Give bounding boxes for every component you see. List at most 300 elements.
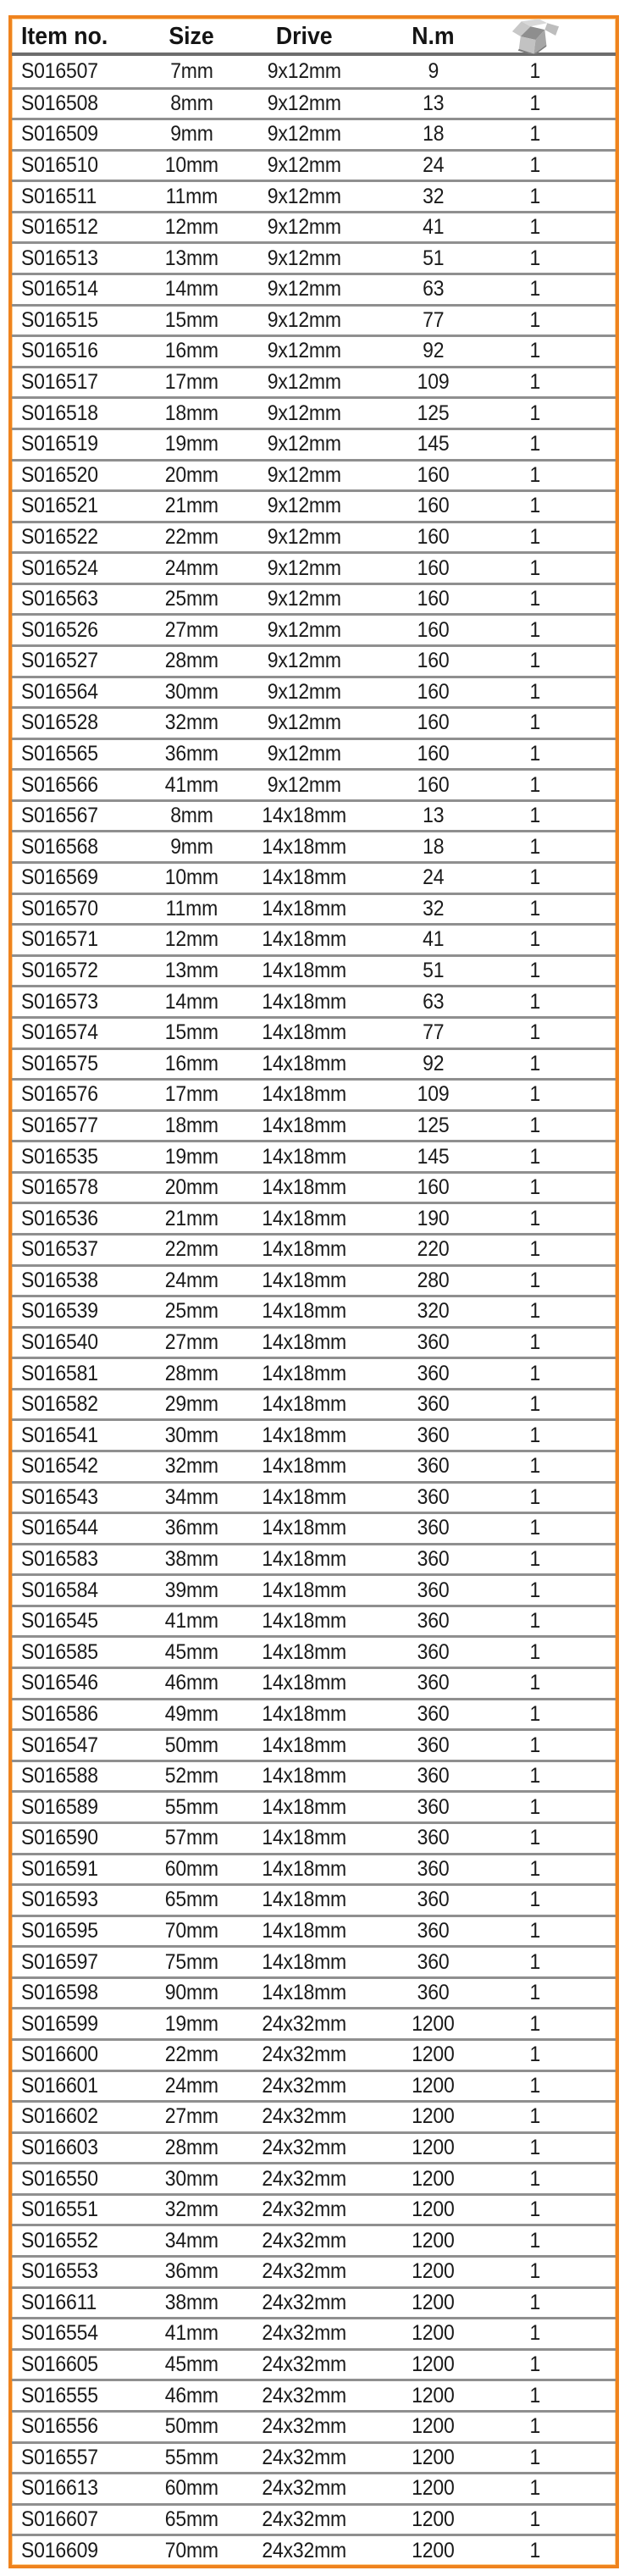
item-no-cell: S016522 [12, 521, 139, 552]
size-cell: 24mm [139, 2070, 245, 2101]
nm-cell: 160 [363, 551, 503, 583]
nm-cell: 360 [363, 1635, 503, 1667]
qty-cell: 1 [503, 1418, 616, 1450]
nm-cell: 160 [363, 489, 503, 521]
qty-cell: 1 [503, 2348, 616, 2380]
drive-cell: 24x32mm [245, 2162, 363, 2193]
size-cell: 28mm [139, 2131, 245, 2163]
nm-cell: 360 [363, 1945, 503, 1976]
size-cell: 9mm [139, 118, 245, 149]
item-no-cell: S016509 [12, 118, 139, 149]
size-cell: 57mm [139, 1821, 245, 1853]
nm-cell: 1200 [363, 2379, 503, 2410]
item-no-cell: S016528 [12, 706, 139, 738]
drive-cell: 14x18mm [245, 861, 363, 893]
size-cell: 21mm [139, 1202, 245, 1233]
drive-cell: 14x18mm [245, 1976, 363, 2008]
qty-cell: 1 [503, 1853, 616, 1884]
nm-cell: 360 [363, 1450, 503, 1481]
qty-cell: 1 [503, 2070, 616, 2101]
size-cell: 27mm [139, 1326, 245, 1357]
drive-cell: 14x18mm [245, 1667, 363, 1698]
item-no-cell: S016507 [21, 58, 98, 83]
drive-cell: 14x18mm [245, 1202, 363, 1233]
nm-cell: 160 [363, 738, 503, 769]
nm-cell: 51 [363, 954, 503, 986]
drive-cell: 14x18mm [245, 923, 363, 954]
item-no-cell: S016591 [12, 1853, 139, 1884]
nm-cell: 160 [363, 459, 503, 490]
qty-cell: 1 [503, 1667, 616, 1698]
item-no-cell: S016601 [12, 2070, 139, 2101]
size-cell: 30mm [139, 2162, 245, 2193]
size-cell: 17mm [139, 366, 245, 397]
drive-cell: 24x32mm [245, 2070, 363, 2101]
item-no-cell: S016544 [12, 1512, 139, 1543]
drive-cell: 14x18mm [245, 1016, 363, 1048]
nm-cell: 145 [363, 428, 503, 459]
drive-cell: 9x12mm [245, 180, 363, 211]
nm-cell: 1200 [363, 2348, 503, 2380]
qty-cell: 1 [503, 2410, 616, 2441]
qty-cell: 1 [503, 1078, 616, 1109]
qty-cell: 1 [503, 1388, 616, 1419]
qty-cell: 1 [503, 551, 616, 583]
size-cell: 21mm [139, 489, 245, 521]
nm-cell: 125 [363, 396, 503, 428]
drive-cell: 9x12mm [245, 87, 363, 119]
drive-cell: 24x32mm [245, 2379, 363, 2410]
drive-cell: 9x12mm [245, 273, 363, 304]
qty-cell: 1 [503, 2286, 616, 2318]
qty-cell: 1 [503, 1543, 616, 1574]
drive-cell: 24x32mm [245, 2038, 363, 2070]
column-header-drive [245, 19, 363, 55]
item-no-cell: S016607 [12, 2503, 139, 2535]
size-cell: 11mm [139, 180, 245, 211]
size-cell: 39mm [139, 1573, 245, 1605]
drive-cell: 9x12mm [245, 706, 363, 738]
nm-cell: 109 [363, 1078, 503, 1109]
size-cell: 32mm [139, 706, 245, 738]
size-cell: 30mm [139, 1418, 245, 1450]
size-cell: 55mm [139, 2441, 245, 2473]
qty-cell: 1 [503, 118, 616, 149]
item-no-cell: S016524 [12, 551, 139, 583]
size-cell: 8mm [139, 799, 245, 831]
nm-cell: 160 [363, 768, 503, 799]
size-cell: 20mm [139, 1171, 245, 1202]
qty-cell: 1 [503, 861, 616, 893]
item-no-cell: S016586 [12, 1698, 139, 1729]
size-cell: 70mm [139, 1915, 245, 1946]
drive-cell: 24x32mm [245, 2534, 363, 2565]
item-no-cell: S016518 [12, 396, 139, 428]
nm-cell: 360 [363, 1605, 503, 1636]
size-cell: 22mm [139, 1233, 245, 1264]
item-no-cell: S016538 [12, 1264, 139, 1296]
drive-cell: 24x32mm [245, 2007, 363, 2038]
item-no-cell: S016609 [12, 2534, 139, 2565]
item-no-cell: S016527 [12, 644, 139, 676]
size-cell: 18mm [139, 1109, 245, 1141]
item-no-cell: S016556 [12, 2410, 139, 2441]
qty-cell: 1 [503, 2534, 616, 2565]
nm-cell: 360 [363, 1326, 503, 1357]
item-no-cell: S016550 [12, 2162, 139, 2193]
item-no-cell: S016572 [12, 954, 139, 986]
item-no-cell: S016552 [12, 2224, 139, 2255]
nm-cell: 92 [363, 334, 503, 366]
size-cell: 65mm [139, 1883, 245, 1915]
size-cell: 50mm [139, 1728, 245, 1760]
drive-cell: 14x18mm [245, 1140, 363, 1171]
drive-cell: 14x18mm [245, 1233, 363, 1264]
size-cell: 70mm [139, 2534, 245, 2565]
qty-cell: 1 [503, 2441, 616, 2473]
qty-cell: 1 [503, 366, 616, 397]
size-cell: 19mm [139, 428, 245, 459]
drive-cell: 24x32mm [245, 2410, 363, 2441]
drive-cell: 24x32mm [245, 2286, 363, 2318]
item-no-cell: S016600 [12, 2038, 139, 2070]
drive-cell: 14x18mm [245, 1945, 363, 1976]
item-no-cell: S016517 [12, 366, 139, 397]
qty-cell: 1 [503, 1233, 616, 1264]
drive-cell: 9x12mm [245, 644, 363, 676]
qty-cell: 1 [503, 1450, 616, 1481]
qty-cell: 1 [503, 985, 616, 1016]
item-no-cell: S016510 [12, 149, 139, 180]
drive-cell: 9x12mm [267, 58, 341, 83]
nm-cell: 160 [363, 521, 503, 552]
item-no-cell: S016514 [12, 273, 139, 304]
nm-cell: 1200 [363, 2224, 503, 2255]
drive-cell: 9x12mm [245, 396, 363, 428]
nm-cell: 160 [363, 583, 503, 614]
drive-cell: 24x32mm [245, 2503, 363, 2535]
qty-cell: 1 [503, 738, 616, 769]
drive-cell: 9x12mm [245, 304, 363, 335]
size-cell: 27mm [139, 2100, 245, 2131]
drive-cell: 9x12mm [245, 551, 363, 583]
drive-cell: 24x32mm [245, 2193, 363, 2225]
qty-cell: 1 [503, 954, 616, 986]
drive-cell: 14x18mm [245, 1264, 363, 1296]
item-no-cell: S016546 [12, 1667, 139, 1698]
drive-cell: 14x18mm [245, 1171, 363, 1202]
item-no-cell: S016605 [12, 2348, 139, 2380]
nm-cell: 360 [363, 1512, 503, 1543]
drive-cell: 14x18mm [245, 1481, 363, 1512]
drive-cell: 14x18mm [245, 1853, 363, 1884]
item-no-cell: S016563 [12, 583, 139, 614]
size-cell: 15mm [139, 304, 245, 335]
nm-cell: 1200 [363, 2070, 503, 2101]
nm-cell: 320 [363, 1295, 503, 1326]
item-no-cell: S016571 [12, 923, 139, 954]
qty-cell: 1 [503, 1264, 616, 1296]
size-cell: 19mm [139, 1140, 245, 1171]
qty-cell: 1 [503, 768, 616, 799]
drive-cell: 14x18mm [245, 1915, 363, 1946]
size-cell: 60mm [139, 1853, 245, 1884]
size-cell: 52mm [139, 1760, 245, 1791]
nm-cell: 125 [363, 1109, 503, 1141]
size-cell: 36mm [139, 1512, 245, 1543]
package-box-icon [508, 19, 561, 54]
item-no-cell: S016565 [12, 738, 139, 769]
drive-cell: 14x18mm [245, 954, 363, 986]
qty-cell: 1 [503, 1109, 616, 1141]
item-no-cell: S016613 [12, 2472, 139, 2503]
item-no-cell: S016577 [12, 1109, 139, 1141]
nm-cell: 160 [363, 613, 503, 644]
item-no-cell: S016599 [12, 2007, 139, 2038]
size-cell: 28mm [139, 644, 245, 676]
qty-cell: 1 [503, 2162, 616, 2193]
item-no-cell: S016545 [12, 1605, 139, 1636]
qty-cell: 1 [503, 1326, 616, 1357]
item-no-cell: S016585 [12, 1635, 139, 1667]
drive-cell: 9x12mm [245, 738, 363, 769]
nm-cell: 360 [363, 1821, 503, 1853]
drive-cell: 14x18mm [245, 1790, 363, 1821]
nm-cell: 360 [363, 1543, 503, 1574]
nm-cell: 13 [363, 87, 503, 119]
qty-cell: 1 [503, 1790, 616, 1821]
drive-cell: 24x32mm [245, 2441, 363, 2473]
size-cell: 30mm [139, 676, 245, 707]
nm-cell: 13 [363, 799, 503, 831]
nm-cell: 1200 [363, 2007, 503, 2038]
size-cell: 46mm [139, 2379, 245, 2410]
qty-cell: 1 [503, 489, 616, 521]
qty-cell: 1 [503, 87, 616, 119]
drive-cell: 24x32mm [245, 2317, 363, 2348]
item-no-cell: S016589 [12, 1790, 139, 1821]
nm-cell: 1200 [363, 2441, 503, 2473]
item-no-cell: S016595 [12, 1915, 139, 1946]
item-no-cell: S016553 [12, 2255, 139, 2286]
size-cell: 41mm [139, 768, 245, 799]
drive-cell: 14x18mm [245, 1543, 363, 1574]
size-cell: 41mm [139, 1605, 245, 1636]
item-no-cell: S016597 [12, 1945, 139, 1976]
drive-cell: 9x12mm [245, 334, 363, 366]
item-no-cell: S016582 [12, 1388, 139, 1419]
size-cell: 20mm [139, 459, 245, 490]
qty-cell: 1 [503, 676, 616, 707]
item-no-cell: S016541 [12, 1418, 139, 1450]
size-cell: 15mm [139, 1016, 245, 1048]
qty-cell: 1 [503, 1016, 616, 1048]
size-cell: 10mm [139, 149, 245, 180]
nm-cell: 1200 [363, 2534, 503, 2565]
item-no-cell: S016574 [12, 1016, 139, 1048]
qty-cell: 1 [503, 1915, 616, 1946]
nm-cell: 1200 [363, 2162, 503, 2193]
drive-cell: 9x12mm [245, 211, 363, 242]
nm-cell: 18 [363, 830, 503, 861]
nm-cell: 1200 [363, 2286, 503, 2318]
nm-cell: 360 [363, 1388, 503, 1419]
drive-cell: 14x18mm [245, 1048, 363, 1079]
item-no-cell: S016543 [12, 1481, 139, 1512]
qty-cell: 1 [503, 241, 616, 273]
size-cell: 38mm [139, 2286, 245, 2318]
qty-cell: 1 [503, 2224, 616, 2255]
nm-cell: 360 [363, 1728, 503, 1760]
size-cell: 13mm [139, 954, 245, 986]
item-no-cell: S016536 [12, 1202, 139, 1233]
item-no-cell: S016575 [12, 1048, 139, 1079]
item-no-cell: S016547 [12, 1728, 139, 1760]
size-cell: 24mm [139, 551, 245, 583]
size-cell: 14mm [139, 985, 245, 1016]
nm-cell: 77 [363, 304, 503, 335]
qty-cell: 1 [503, 644, 616, 676]
nm-cell: 92 [363, 1048, 503, 1079]
nm-cell: 360 [363, 1760, 503, 1791]
drive-cell: 14x18mm [245, 1109, 363, 1141]
nm-cell: 1200 [363, 2255, 503, 2286]
size-cell: 41mm [139, 2317, 245, 2348]
nm-cell: 360 [363, 1790, 503, 1821]
size-cell: 14mm [139, 273, 245, 304]
qty-cell: 1 [503, 521, 616, 552]
qty-cell: 1 [503, 706, 616, 738]
size-cell: 22mm [139, 2038, 245, 2070]
nm-cell: 63 [363, 273, 503, 304]
qty-cell: 1 [503, 799, 616, 831]
item-no-cell: S016593 [12, 1883, 139, 1915]
table-body [12, 56, 616, 2565]
item-no-cell: S016516 [12, 334, 139, 366]
item-no-cell: S016598 [12, 1976, 139, 2008]
item-no-cell: S016526 [12, 613, 139, 644]
qty-cell: 1 [503, 1976, 616, 2008]
qty-cell: 1 [503, 2193, 616, 2225]
qty-cell: 1 [503, 428, 616, 459]
nm-cell: 77 [363, 1016, 503, 1048]
nm-cell: 360 [363, 1481, 503, 1512]
item-no-cell: S016511 [12, 180, 139, 211]
nm-cell: 1200 [363, 2410, 503, 2441]
drive-cell: 14x18mm [245, 1326, 363, 1357]
qty-cell: 1 [503, 1821, 616, 1853]
qty-cell: 1 [503, 2379, 616, 2410]
size-cell: 36mm [139, 2255, 245, 2286]
item-no-cell: S016568 [12, 830, 139, 861]
size-cell: 16mm [139, 334, 245, 366]
nm-cell: 190 [363, 1202, 503, 1233]
size-cell: 29mm [139, 1388, 245, 1419]
drive-cell: 9x12mm [245, 676, 363, 707]
size-cell: 10mm [139, 861, 245, 893]
table-header-row [12, 19, 616, 56]
drive-cell: 24x32mm [245, 2255, 363, 2286]
size-cell: 38mm [139, 1543, 245, 1574]
qty-cell: 1 [503, 1573, 616, 1605]
qty-cell: 1 [503, 211, 616, 242]
drive-cell: 9x12mm [245, 768, 363, 799]
item-no-cell: S016535 [12, 1140, 139, 1171]
drive-cell: 14x18mm [245, 799, 363, 831]
nm-cell: 32 [363, 180, 503, 211]
size-cell: 9mm [139, 830, 245, 861]
item-no-cell: S016566 [12, 768, 139, 799]
item-no-cell: S016537 [12, 1233, 139, 1264]
item-no-cell: S016519 [12, 428, 139, 459]
item-no-cell: S016576 [12, 1078, 139, 1109]
nm-cell: 360 [363, 1418, 503, 1450]
nm-cell: 109 [363, 366, 503, 397]
nm-cell: 51 [363, 241, 503, 273]
item-no-cell: S016515 [12, 304, 139, 335]
qty-cell: 1 [503, 613, 616, 644]
qty-cell: 1 [503, 830, 616, 861]
qty-cell: 1 [503, 583, 616, 614]
nm-cell: 1200 [363, 2472, 503, 2503]
item-no-cell: S016551 [12, 2193, 139, 2225]
size-cell: 13mm [139, 241, 245, 273]
nm-cell: 24 [363, 149, 503, 180]
size-cell: 55mm [139, 1790, 245, 1821]
drive-cell: 14x18mm [245, 893, 363, 924]
size-cell: 45mm [139, 1635, 245, 1667]
qty-cell: 1 [503, 1760, 616, 1791]
size-cell: 46mm [139, 1667, 245, 1698]
nm-cell: 32 [363, 893, 503, 924]
size-cell: 18mm [139, 396, 245, 428]
item-no-cell: S016569 [12, 861, 139, 893]
size-cell: 7mm [170, 58, 213, 83]
size-cell: 34mm [139, 1481, 245, 1512]
nm-cell: 160 [363, 644, 503, 676]
size-cell: 32mm [139, 2193, 245, 2225]
qty-cell: 1 [503, 2503, 616, 2535]
qty-cell: 1 [503, 1295, 616, 1326]
qty-cell: 1 [503, 396, 616, 428]
item-no-cell: S016557 [12, 2441, 139, 2473]
nm-cell: 1200 [363, 2503, 503, 2535]
nm-cell: 160 [363, 706, 503, 738]
item-no-cell: S016581 [12, 1357, 139, 1388]
column-header-label: N.m [412, 23, 455, 50]
size-cell: 60mm [139, 2472, 245, 2503]
drive-cell: 14x18mm [245, 1418, 363, 1450]
nm-cell: 24 [363, 861, 503, 893]
nm-cell: 360 [363, 1915, 503, 1946]
item-no-cell: S016554 [12, 2317, 139, 2348]
drive-cell: 14x18mm [245, 1728, 363, 1760]
size-cell: 12mm [139, 211, 245, 242]
item-no-cell: S016603 [12, 2131, 139, 2163]
drive-cell: 24x32mm [245, 2131, 363, 2163]
qty-cell: 1 [503, 2100, 616, 2131]
qty-cell: 1 [503, 459, 616, 490]
size-cell: 65mm [139, 2503, 245, 2535]
drive-cell: 24x32mm [245, 2472, 363, 2503]
item-no-cell: S016578 [12, 1171, 139, 1202]
column-header-label: Drive [275, 23, 333, 50]
qty-cell: 1 [503, 1698, 616, 1729]
qty-cell: 1 [503, 2472, 616, 2503]
drive-cell: 9x12mm [245, 613, 363, 644]
nm-cell: 160 [363, 676, 503, 707]
qty-cell: 1 [503, 180, 616, 211]
